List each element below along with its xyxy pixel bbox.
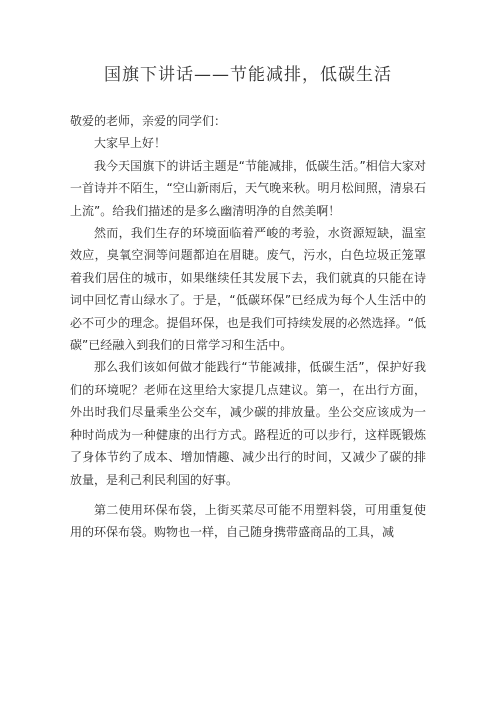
salutation: 敬爱的老师，亲爱的同学们： (70, 114, 227, 128)
greeting: 大家早上好！ (94, 136, 167, 151)
paragraph-suggestion-travel: 那么我们该如何做才能践行“节能减排，低碳生活”，保护好我们的环境呢？老师在这里给大家提几点建议。第一，在出行方面，外出时我们尽量乘坐公交车，减少碳的排放量。坐公交应该成为一种时尚成为一种健康的出行方式。路程近的可以步行，这样既锻炼了身体节约了成本、增加情趣、减少出行的时间，又减少了碳的排放量，是利己利民利国的好事。 (70, 360, 426, 487)
document-body (70, 110, 426, 544)
paragraph-environment: 然而，我们生存的环境面临着严峻的考验，水资源短缺，温室效应，臭氧空洞等问题都迫在眉睫。废气，污水，白色垃圾正笼罩着我们居住的城市，如果继续任其发展下去，我们就真的只能在诗词中回忆青山绿水了。于是，“低碳环保”已经成为每个人生活中的必不可少的理念。提倡环保，也是我们可持续发展的必然选择。“低碳”已经融入到我们的日常学习和生活中。 (70, 226, 426, 353)
document-title: 国旗下讲话——节能减排，低碳生活 (104, 65, 392, 85)
paragraph-topic: 我今天国旗下的讲话主题是“节能减排，低碳生活。”相信大家对一首诗并不陌生，“空山新雨后，天气晚来秋。明月松间照，清泉石上流”。给我们描述的是多么幽清明净的自然美啊！ (70, 158, 426, 218)
paragraph-suggestion-bags: 第二使用环保布袋，上街买菜尽可能不用塑料袋，可用重复使用的环保布袋。购物也一样，自己随身携带盛商品的工具，减 (70, 502, 426, 540)
